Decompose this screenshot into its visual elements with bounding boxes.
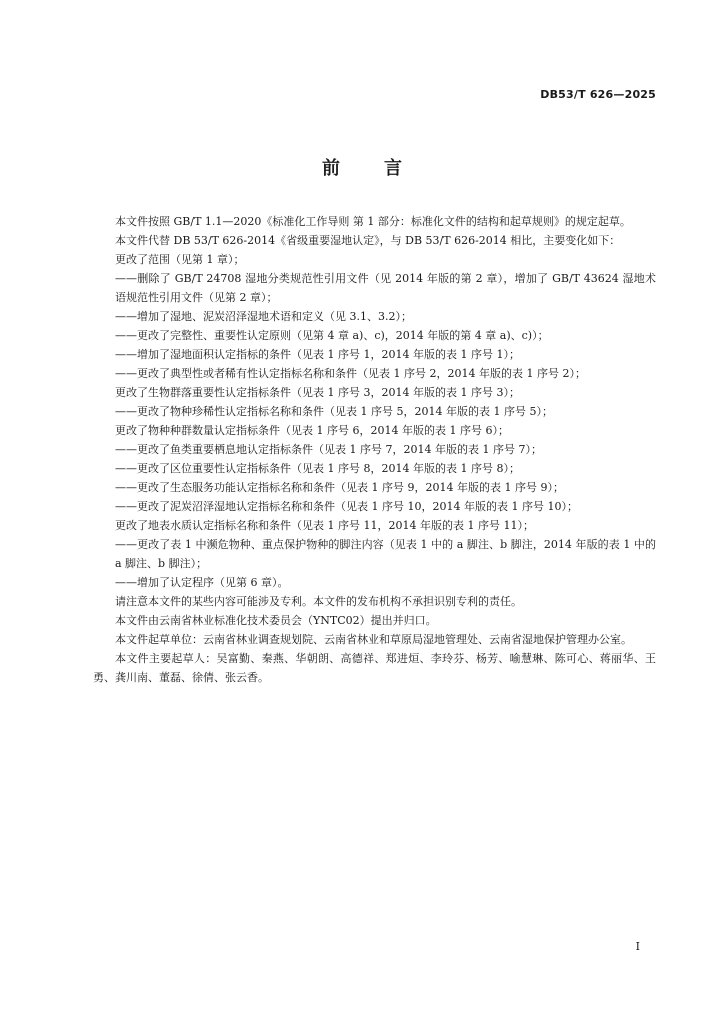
change-item: 更改了范围（见第 1 章）；	[115, 253, 245, 266]
document-body	[93, 212, 656, 687]
change-item: ——增加了湿地、泥炭沼泽湿地术语和定义（见 3.1、3.2）；	[115, 310, 412, 323]
change-item: 更改了物种种群数量认定指标条件（见表 1 序号 6，2014 年版的表 1 序号 6）；	[115, 424, 509, 437]
change-item: 更改了生物群落重要性认定指标条件（见表 1 序号 3，2014 年版的表 1 序号 3）；	[115, 386, 520, 399]
change-item: ——更改了物种珍稀性认定指标名称和条件（见表 1 序号 5，2014 年版的表 1 序号 5）；	[115, 405, 553, 418]
patent-notice-paragraph: 请注意本文件的某些内容可能涉及专利。本文件的发布机构不承担识别专利的责任。	[115, 595, 522, 608]
page-number: I	[635, 940, 640, 953]
page-title: 前言	[322, 158, 446, 179]
document-code: DB53/T 626—2025	[540, 88, 656, 101]
change-item: 更改了地表水质认定指标名称和条件（见表 1 序号 11，2014 年版的表 1 序号 11）；	[115, 519, 534, 532]
change-item: ——增加了认定程序（见第 6 章）。	[115, 576, 289, 589]
proposer-paragraph: 本文件由云南省林业标准化技术委员会（YNTC02）提出并归口。	[115, 614, 437, 627]
change-item: ——更改了完整性、重要性认定原则（见第 4 章 a)、c)，2014 年版的第 4 章 a)、c)）；	[115, 329, 549, 342]
change-item: ——更改了表 1 中濒危物种、重点保护物种的脚注内容（见表 1 中的 a 脚注、b 脚注，2014 年版的表 1 中的 a 脚注、b 脚注）；	[115, 538, 656, 570]
change-item: ——更改了区位重要性认定指标条件（见表 1 序号 8，2014 年版的表 1 序号 8）；	[115, 462, 520, 475]
change-item: ——更改了典型性或者稀有性认定指标名称和条件（见表 1 序号 2，2014 年版的表 1 序号 2）；	[115, 367, 586, 380]
change-item: ——更改了泥炭沼泽湿地认定指标名称和条件（见表 1 序号 10，2014 年版的表 1 序号 10）；	[115, 500, 578, 513]
scope-statement-paragraph: 本文件按照 GB/T 1.1—2020《标准化工作导则 第 1 部分：标准化文件的结构和起草规则》的规定起草。	[115, 215, 631, 228]
drafting-units-paragraph: 本文件起草单位：云南省林业调查规划院、云南省林业和草原局湿地管理处、云南省湿地保护管理办公室。	[115, 633, 632, 646]
change-item: ——删除了 GB/T 24708 湿地分类规范性引用文件（见 2014 年版的第 2 章），增加了 GB/T 43624 湿地术语规范性引用文件（见第 2 章）；	[115, 272, 656, 304]
change-item: ——增加了湿地面积认定指标的条件（见表 1 序号 1，2014 年版的表 1 序号 1）；	[115, 348, 520, 361]
change-item: ——更改了鱼类重要栖息地认定指标条件（见表 1 序号 7，2014 年版的表 1 序号 7）；	[115, 443, 542, 456]
drafters-paragraph: 本文件主要起草人：吴富勤、秦燕、华朝朗、高德祥、郑进烜、李玲芬、杨芳、喻慧琳、陈可心、蒋丽华、王勇、龚川南、董磊、徐倩、张云香。	[93, 652, 656, 684]
replacement-statement-paragraph: 本文件代替 DB 53/T 626-2014《省级重要湿地认定》，与 DB 53/T 626-2014 相比，主要变化如下：	[115, 234, 621, 247]
change-item: ——更改了生态服务功能认定指标名称和条件（见表 1 序号 9，2014 年版的表 1 序号 9）；	[115, 481, 564, 494]
